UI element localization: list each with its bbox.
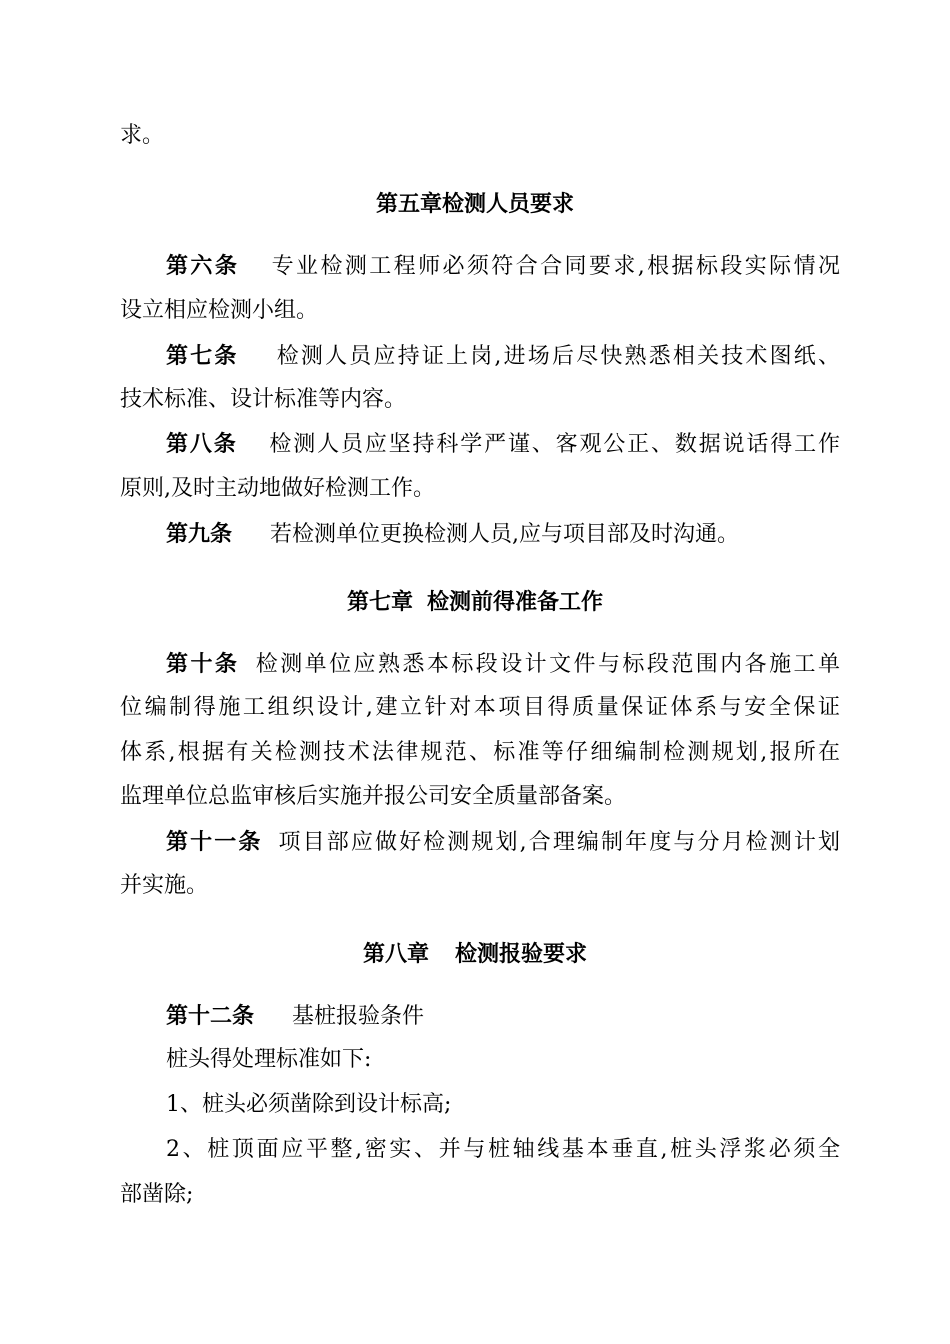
text-line: 并实施。 bbox=[120, 873, 209, 898]
text-line: 部凿除; bbox=[120, 1182, 194, 1207]
text-line: 技术标准、设计标准等内容。 bbox=[120, 387, 407, 412]
article-label: 第十二条 bbox=[166, 1003, 255, 1029]
article-11 bbox=[166, 827, 840, 858]
article-text: 检测人员应坚持科学严谨、客观公正、数据说话得工作 bbox=[267, 432, 840, 457]
text-line: 位编制得施工组织设计,建立针对本项目得质量保证体系与安全保证 bbox=[120, 695, 840, 720]
chapter-number: 第七章 bbox=[346, 589, 413, 615]
article-9 bbox=[166, 519, 739, 550]
text-line: 原则,及时主动地做好检测工作。 bbox=[120, 476, 435, 501]
text-line: 2、桩顶面应平整,密实、并与桩轴线基本垂直,桩头浮浆必须全 bbox=[166, 1137, 840, 1162]
article-label: 第六条 bbox=[166, 253, 240, 279]
article-text: 基桩报验条件 bbox=[292, 1004, 425, 1029]
text-line: 监理单位总监审核后实施并报公司安全质量部备案。 bbox=[120, 784, 627, 809]
chapter-number: 第八章 bbox=[362, 941, 429, 967]
article-text: 专业检测工程师必须符合合同要求,根据标段实际情况 bbox=[269, 254, 840, 279]
article-label: 第九条 bbox=[166, 521, 233, 547]
article-6 bbox=[166, 251, 840, 282]
article-label: 第十条 bbox=[166, 651, 240, 677]
article-text: 若检测单位更换检测人员,应与项目部及时沟通。 bbox=[270, 522, 740, 547]
article-label: 第七条 bbox=[166, 343, 239, 369]
chapter-number: 第五章 bbox=[375, 191, 442, 217]
chapter-title: 检测报验要求 bbox=[455, 941, 588, 967]
text-line: 桩头得处理标准如下: bbox=[166, 1047, 372, 1072]
article-label: 第八条 bbox=[166, 431, 238, 457]
text-line: 1、桩头必须凿除到设计标高; bbox=[166, 1092, 452, 1117]
article-text: 检测单位应熟悉本标段设计文件与标段范围内各施工单 bbox=[253, 652, 840, 677]
article-label: 第十一条 bbox=[166, 829, 263, 855]
chapter-title: 检测前得准备工作 bbox=[427, 589, 604, 615]
article-text: 检测人员应持证上岗,进场后尽快熟悉相关技术图纸、 bbox=[274, 344, 840, 369]
chapter-heading-7 bbox=[0, 587, 950, 617]
article-12 bbox=[166, 1001, 424, 1032]
article-10 bbox=[166, 649, 840, 680]
text-line: 求。 bbox=[120, 123, 165, 148]
article-text: 项目部应做好检测规划,合理编制年度与分月检测计划 bbox=[276, 830, 840, 855]
chapter-title: 检测人员要求 bbox=[442, 191, 575, 217]
text-line: 设立相应检测小组。 bbox=[120, 298, 319, 323]
chapter-heading-8 bbox=[0, 939, 950, 969]
text-line: 体系,根据有关检测技术法律规范、标准等仔细编制检测规划,报所在 bbox=[120, 740, 840, 765]
article-7 bbox=[166, 341, 840, 372]
chapter-heading-5 bbox=[0, 189, 950, 219]
article-8 bbox=[166, 429, 840, 460]
